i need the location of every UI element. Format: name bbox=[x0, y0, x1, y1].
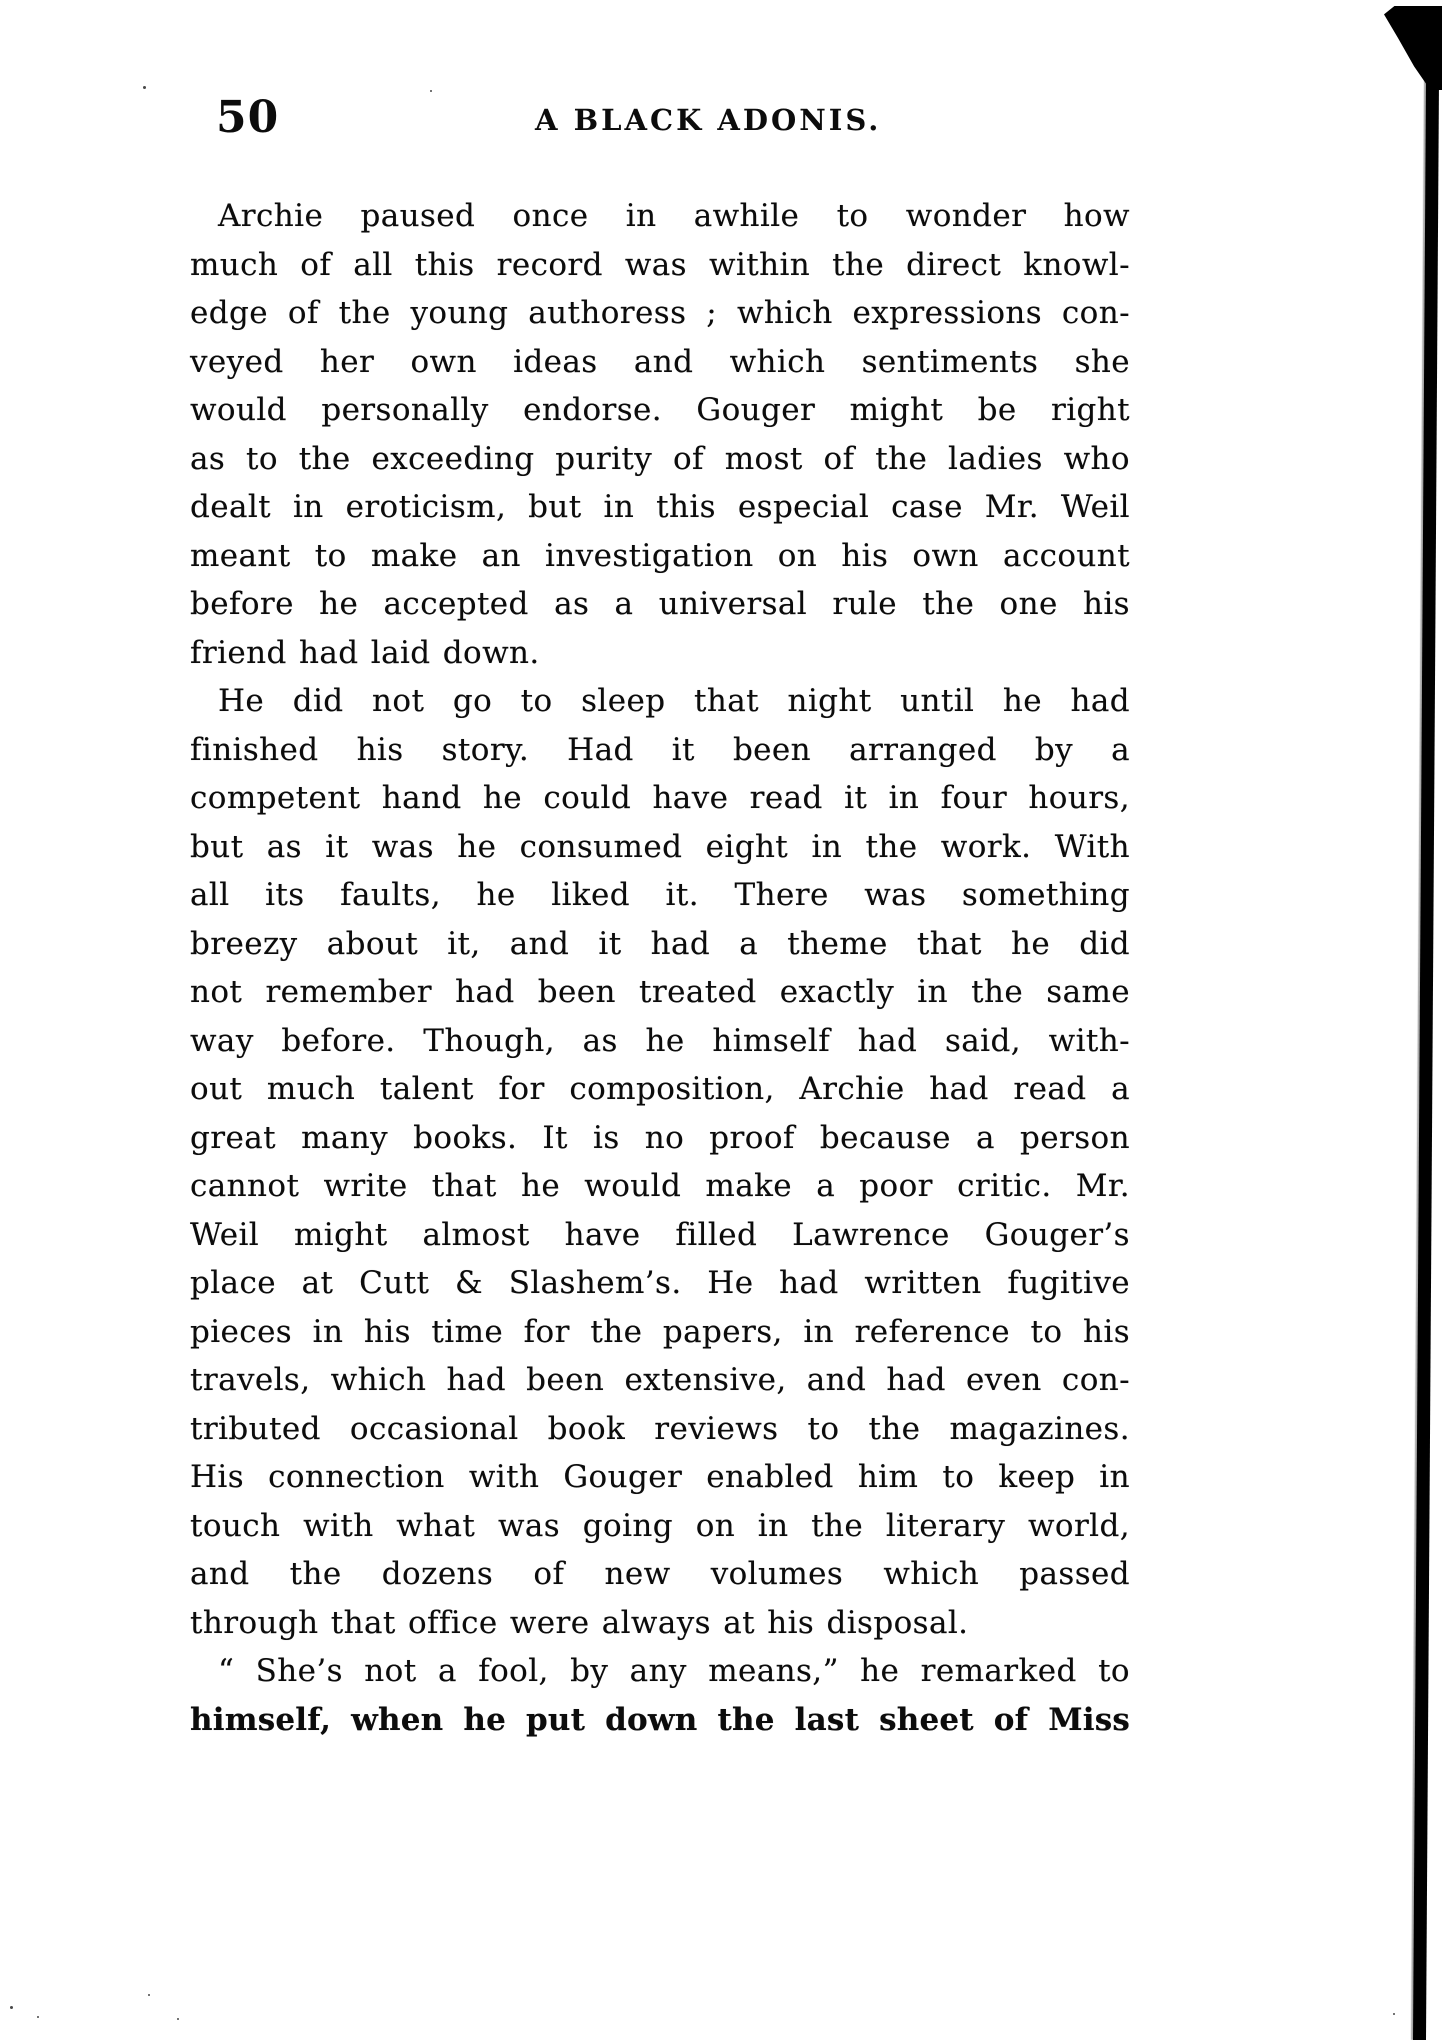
text-line: finished his story. Had it been arranged by a bbox=[190, 731, 1130, 768]
text-line: through that office were always at his disposal. bbox=[190, 1604, 969, 1641]
text-block bbox=[190, 192, 1130, 1744]
text-line: travels, which had been extensive, and had even con- bbox=[190, 1362, 1130, 1398]
running-title: A BLACK ADONIS. bbox=[535, 103, 882, 137]
text-line: He did not go to sleep that night until he had bbox=[218, 683, 1130, 719]
dust-speck bbox=[177, 2018, 179, 2020]
text-line: way before. Though, as he himself had said, with- bbox=[190, 1022, 1130, 1059]
text-line: himself, when he put down the last sheet of Miss bbox=[190, 1701, 1130, 1738]
text-line: tributed occasional book reviews to the magazines. bbox=[190, 1410, 1130, 1447]
text-line: out much talent for composition, Archie had read a bbox=[190, 1071, 1130, 1107]
page-number: 50 bbox=[216, 92, 280, 143]
text-line: Archie paused once in awhile to wonder how bbox=[218, 198, 1130, 234]
text-line: but as it was he consumed eight in the work. With bbox=[190, 828, 1130, 865]
text-line: all its faults, he liked it. There was something bbox=[190, 877, 1130, 913]
text-line: touch with what was going on in the literary world, bbox=[190, 1507, 1130, 1544]
text-line: competent hand he could have read it in four hours, bbox=[190, 780, 1130, 816]
text-line: dealt in eroticism, but in this especial case Mr. Weil bbox=[190, 489, 1130, 525]
scan-artifact-edge-band bbox=[1413, 58, 1439, 2040]
text-line: Weil might almost have filled Lawrence Gouger’s bbox=[190, 1216, 1130, 1253]
dust-speck bbox=[10, 2006, 13, 2009]
text-line: before he accepted as a universal rule the one his bbox=[190, 586, 1130, 622]
text-line: would personally endorse. Gouger might be right bbox=[190, 392, 1130, 428]
text-line: and the dozens of new volumes which passed bbox=[190, 1556, 1130, 1592]
text-line: His connection with Gouger enabled him to keep in bbox=[190, 1459, 1130, 1495]
text-line: much of all this record was within the direct knowl- bbox=[190, 246, 1130, 283]
text-line: friend had laid down. bbox=[190, 634, 540, 671]
dust-speck bbox=[143, 86, 146, 89]
dust-speck bbox=[148, 1994, 150, 1996]
text-line: place at Cutt & Slashem’s. He had written fugitive bbox=[190, 1265, 1130, 1301]
dust-speck bbox=[1393, 2013, 1395, 2015]
text-line: great many books. It is no proof because a person bbox=[190, 1119, 1130, 1156]
text-line: edge of the young authoress ; which expressions con- bbox=[190, 295, 1130, 331]
text-line: veyed her own ideas and which sentiments she bbox=[190, 343, 1130, 380]
text-line: “ She’s not a fool, by any means,” he remarked to bbox=[218, 1653, 1130, 1689]
text-line: breezy about it, and it had a theme that he did bbox=[190, 925, 1130, 962]
dust-speck bbox=[430, 90, 432, 92]
text-line: cannot write that he would make a poor critic. Mr. bbox=[190, 1168, 1130, 1204]
dust-speck bbox=[37, 2016, 39, 2018]
text-line: as to the exceeding purity of most of the ladies who bbox=[190, 440, 1130, 477]
text-line: not remember had been treated exactly in the same bbox=[190, 974, 1130, 1010]
text-line: pieces in his time for the papers, in reference to his bbox=[190, 1313, 1130, 1350]
text-line: meant to make an investigation on his own account bbox=[190, 537, 1130, 574]
